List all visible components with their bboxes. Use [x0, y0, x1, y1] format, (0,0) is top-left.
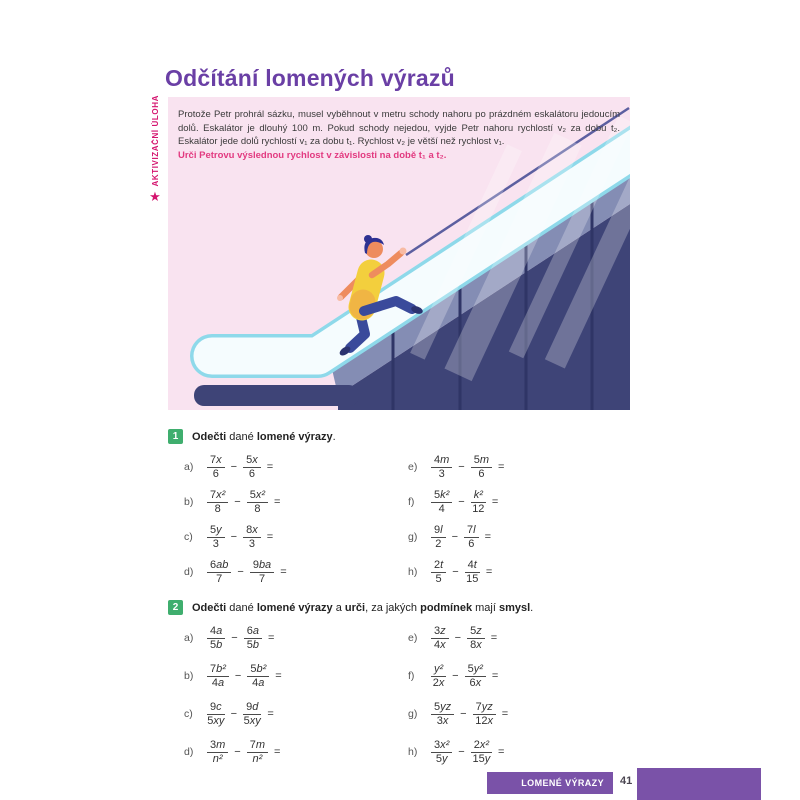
- fraction-minuend: $\frac{3m}{\text{n²}}$: [207, 740, 228, 765]
- problem-label: e): [408, 461, 418, 473]
- fraction-subtrahend: $\frac{\text{5x²}}{8}$: [247, 490, 268, 515]
- equals-sign: =: [267, 708, 274, 720]
- equals-sign: =: [275, 670, 282, 682]
- fraction-subtrahend: $\frac{8x}{3}$: [243, 525, 261, 550]
- problem-label: f): [408, 496, 415, 508]
- equals-sign: =: [266, 461, 274, 473]
- fraction-subtrahend: $\frac{5z}{8x}$: [467, 626, 485, 651]
- activity-paragraph: Protože Petr prohrál sázku, musel vyběhnout v metru schody nahoru po prázdném eskalátoru jedoucím dolů. Eskalátor je dlouhý 100 m. Pokud schody nejedou, vyjde Petr nahoru rychlostí v₂ za dobu t₂. Eskalátor jede dolů rychlostí v₁ za dobu t₁. Rychlost v₂ je větší než rychlost v₁.: [178, 109, 620, 147]
- fraction-subtrahend: $\frac{9ba}{7}$: [250, 560, 274, 585]
- problem-label: e): [408, 632, 418, 644]
- problem-2d: [184, 740, 408, 764]
- equals-sign: =: [491, 496, 499, 508]
- fraction-minuend: $\frac{\text{5k²}}{4}$: [431, 490, 452, 515]
- problem-label: b): [184, 670, 194, 682]
- problem-label: a): [184, 461, 194, 473]
- problem-1d: [184, 560, 408, 584]
- fraction-minuend: $\frac{\text{y²}}{2x}$: [432, 662, 445, 689]
- footer-page-number: 41: [620, 775, 633, 787]
- minus-operator: −: [234, 496, 241, 508]
- equals-sign: =: [280, 566, 287, 578]
- problem-label: f): [408, 670, 415, 682]
- problem-1a: [184, 455, 408, 479]
- problem-1c: [184, 525, 408, 549]
- fraction-subtrahend: $\frac{7yz}{12x}$: [473, 702, 496, 727]
- minus-operator: −: [234, 746, 241, 758]
- minus-operator: −: [230, 708, 238, 720]
- minus-operator: −: [458, 496, 465, 508]
- fraction-minuend: $\frac{\text{7b²}}{4a}$: [207, 664, 229, 689]
- problem-label: b): [184, 496, 194, 508]
- fraction-minuend: $\frac{4m}{3}$: [431, 455, 452, 480]
- fraction-subtrahend: $\frac{5m}{6}$: [471, 455, 492, 480]
- problem-2a: [184, 626, 408, 650]
- exercise-header: [168, 600, 658, 615]
- problem-2e: [408, 626, 658, 650]
- minus-operator: −: [452, 670, 459, 682]
- fraction-subtrahend: $\frac{7l}{6}$: [464, 525, 479, 550]
- minus-operator: −: [231, 632, 238, 644]
- fraction-subtrahend: $\frac{\text{2x²}}{15y}$: [472, 738, 491, 765]
- exercise-instruction: Odečti dané lomené výrazy a urči, za jakých podmínek mají smysl.: [192, 601, 534, 614]
- minus-operator: −: [452, 566, 459, 578]
- problem-2b: [184, 664, 408, 688]
- exercise-instruction: Odečti dané lomené výrazy.: [192, 430, 336, 443]
- equals-sign: =: [491, 670, 499, 682]
- fraction-minuend: $\frac{2t}{5}$: [431, 560, 446, 585]
- problem-grid: [184, 626, 658, 764]
- escalator-base-bar: [194, 385, 359, 406]
- problem-1e: [408, 455, 658, 479]
- footer-corner-block: [637, 768, 761, 800]
- problem-label: h): [408, 746, 418, 758]
- minus-operator: −: [458, 461, 465, 473]
- minus-operator: −: [230, 461, 238, 473]
- minus-operator: −: [230, 531, 238, 543]
- minus-operator: −: [460, 708, 467, 720]
- equals-sign: =: [498, 461, 505, 473]
- fraction-subtrahend: $\frac{4t}{15}$: [466, 558, 479, 585]
- fraction-subtrahend: $\frac{5x}{6}$: [243, 455, 261, 480]
- minus-operator: −: [451, 531, 459, 543]
- exercise-number-badge: 2: [168, 600, 183, 615]
- equals-sign: =: [484, 531, 492, 543]
- fraction-minuend: $\frac{9c}{5xy}$: [207, 700, 225, 727]
- exercise-number-badge: 1: [168, 429, 183, 444]
- fraction-minuend: $\frac{6ab}{7}$: [207, 560, 231, 585]
- equals-sign: =: [267, 632, 275, 644]
- activity-question: Urči Petrovu výslednou rychlost v závislosti na době t₁ a t₂.: [178, 149, 447, 161]
- fraction-minuend: $\frac{4a}{5b}$: [207, 626, 225, 651]
- problem-2f: [408, 664, 658, 688]
- equals-sign: =: [274, 746, 281, 758]
- problem-label: c): [184, 708, 193, 720]
- problem-label: g): [408, 531, 418, 543]
- fraction-minuend: $\frac{3z}{4x}$: [431, 626, 449, 651]
- problem-label: c): [184, 531, 193, 543]
- runner-front-hand: [400, 248, 407, 255]
- problem-label: a): [184, 632, 194, 644]
- problem-2h: [408, 740, 658, 764]
- fraction-minuend: $\frac{\text{3x²}}{5y}$: [431, 740, 452, 765]
- runner-hair-curl: [364, 235, 372, 243]
- minus-operator: −: [234, 670, 242, 682]
- problem-label: g): [408, 708, 418, 720]
- problem-2g: [408, 702, 658, 726]
- fraction-minuend: $\frac{7x}{6}$: [207, 455, 225, 480]
- problem-label: d): [184, 566, 194, 578]
- equals-sign: =: [274, 496, 281, 508]
- equals-sign: =: [501, 708, 509, 720]
- footer-chapter-bar: LOMENÉ VÝRAZY: [487, 772, 613, 794]
- equals-sign: =: [485, 566, 493, 578]
- problem-1f: [408, 490, 658, 514]
- activity-type-label: [147, 95, 163, 203]
- fraction-minuend: $\frac{9l}{2}$: [431, 525, 446, 550]
- minus-operator: −: [454, 632, 462, 644]
- runner-back-hand: [337, 295, 343, 301]
- problem-label: d): [184, 746, 194, 758]
- problem-label: h): [408, 566, 418, 578]
- fraction-subtrahend: $\frac{7m}{\text{n²}}$: [247, 740, 268, 765]
- problem-1b: [184, 490, 408, 514]
- minus-operator: −: [458, 746, 465, 758]
- exercises-section: [168, 429, 658, 764]
- fraction-subtrahend: $\frac{9d}{5xy}$: [243, 700, 261, 727]
- fraction-subtrahend: $\frac{6a}{5b}$: [244, 626, 262, 651]
- page-title: Odčítání lomených výrazů: [165, 65, 455, 92]
- fraction-subtrahend: $\frac{\text{5y²}}{6x}$: [465, 664, 486, 689]
- problem-2c: [184, 702, 408, 726]
- equals-sign: =: [498, 746, 505, 758]
- minus-operator: −: [237, 566, 244, 578]
- equals-sign: =: [490, 632, 498, 644]
- fraction-minuend: $\frac{5y}{3}$: [207, 525, 225, 550]
- fraction-subtrahend: $\frac{\text{5b²}}{4a}$: [247, 664, 269, 689]
- exercise-header: [168, 429, 658, 444]
- exercise-1: [168, 429, 658, 584]
- exercise-2: [168, 600, 658, 764]
- activity-label-text: AKTIVIZAČNÍ ÚLOHA: [150, 95, 160, 187]
- star-icon: ★: [149, 188, 161, 204]
- problem-1g: [408, 525, 658, 549]
- fraction-subtrahend: $\frac{\text{k²}}{12}$: [472, 488, 485, 515]
- problem-1h: [408, 560, 658, 584]
- activity-box: [168, 97, 630, 410]
- activity-text: [178, 108, 620, 162]
- equals-sign: =: [266, 531, 274, 543]
- fraction-minuend: $\frac{5yz}{3x}$: [431, 702, 454, 727]
- problem-grid: [184, 455, 658, 584]
- fraction-minuend: $\frac{\text{7x²}}{8}$: [207, 490, 228, 515]
